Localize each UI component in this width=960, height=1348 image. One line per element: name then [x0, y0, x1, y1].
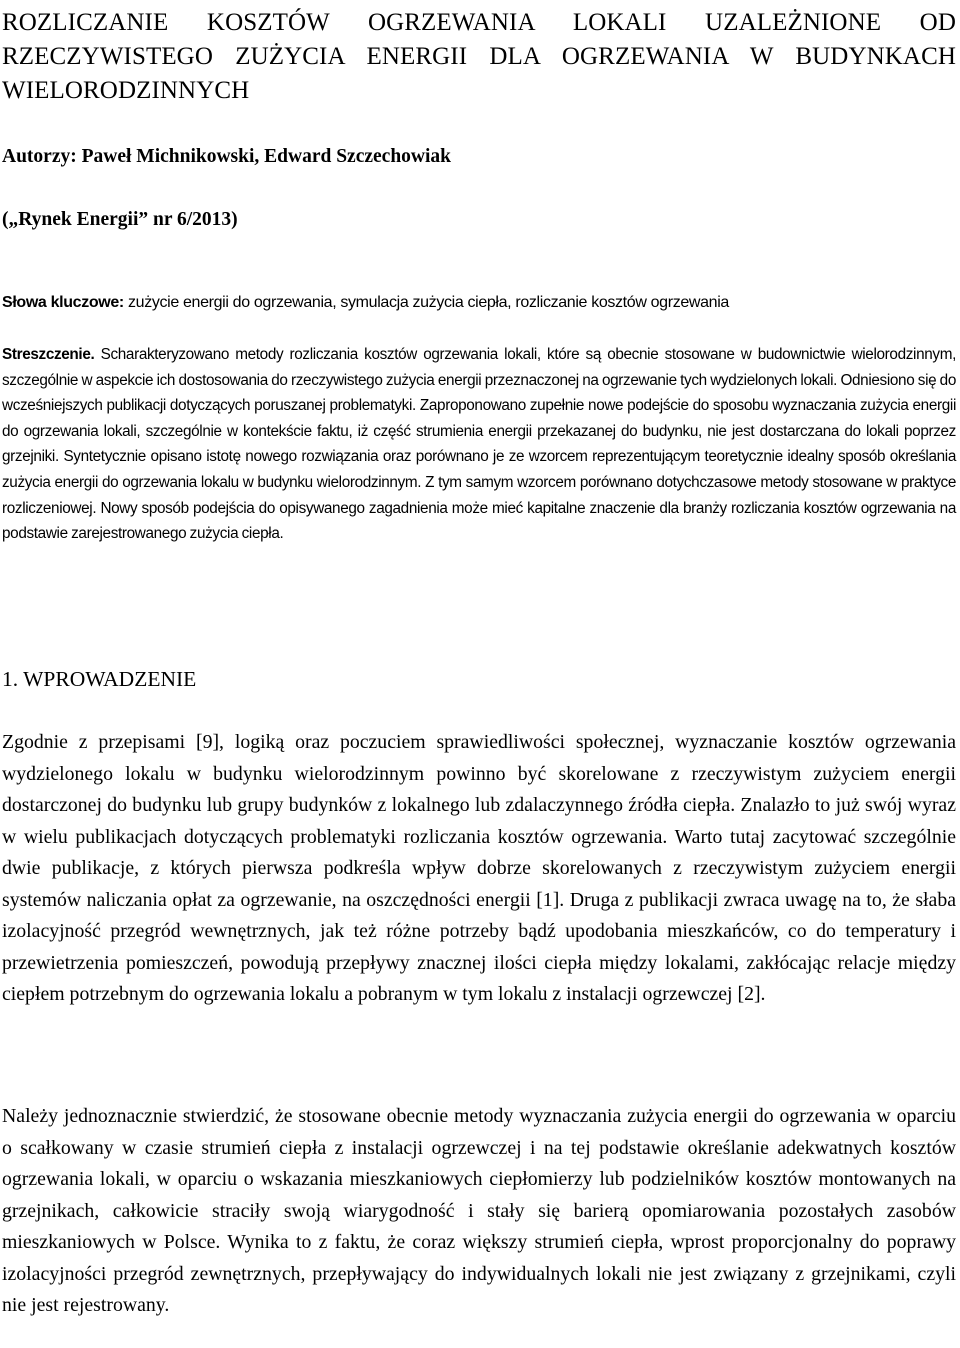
- authors-text: Autorzy: Paweł Michnikowski, Edward Szczechowiak: [2, 146, 452, 167]
- body-paragraph: Należy jednoznacznie stwierdzić, że stosowane obecnie metody wyznaczania zużycia energii do ogrzewania w oparciu o scałkowany w czasie strumień ciepła z instalacji ogrzewczej i na tej podstawie określanie adekwatnych kosztów ogrzewania lokali, w oparciu o wskazania mieszkaniowych ciepłomierzy lub podzielników kosztów montowanych na grzejnikach, całkowicie straciły swoją wiarygodność i stały się barierą opomiarowania pozostałych zasobów mieszkaniowych w Polsce. Wynika to z faktu, że coraz większy strumień ciepła, wprost proporcjonalny do poprawy izolacyjności przegród zewnętrznych, przepływający do indywidualnych lokali nie jest związany z grzejnikami, czyli nie jest rejestrowany.: [2, 1105, 956, 1316]
- keywords-label: Słowa kluczowe:: [2, 294, 124, 311]
- abstract-label: Streszczenie.: [2, 346, 95, 363]
- document-title: ROZLICZANIE KOSZTÓW OGRZEWANIA LOKALI UZALEŻNIONE OD RZECZYWISTEGO ZUŻYCIA ENERGII DLA OGRZEWANIA W BUDYNKACH WIELORODZINNYCH: [2, 9, 956, 104]
- abstract: [2, 342, 956, 547]
- body-paragraph: Zgodnie z przepisami [9], logiką oraz poczuciem sprawiedliwości społecznej, wyznaczanie kosztów ogrzewania wydzielonego lokalu w budynku wielorodzinnym powinno być skorelowane z rzeczywistym zużyciem energii dostarczonej do budynku lub grupy budynków z lokalnego lub zdalaczynnego źródła ciepła. Znalazło to już swój wyraz w wielu publikacjach dotyczących problematyki rozliczania kosztów ogrzewania. Warto tutaj zacytować szczególnie dwie publikacje, z których pierwsza podkreśla wpływ dobrze skorelowanych z rzeczywistym zużyciem energii systemów naliczania opłat za ogrzewanie, na oszczędności energii [1]. Druga z publikacji zwraca uwagę na to, że słaba izolacyjność przegród wewnętrznych, jak też różne potrzeby bądź upodobania mieszkańców, co do temperatury i przewietrzenia pomieszczeń, powodują przepływy znacznej ilości ciepła między lokalami, zakłócając relacje między ciepłem potrzebnym do ogrzewania lokalu a pobranym w tym lokalu z instalacji ogrzewczej [2].: [2, 731, 956, 1005]
- section-heading: 1. WPROWADZENIE: [2, 667, 197, 691]
- keywords-text: zużycie energii do ogrzewania, symulacja zużycia ciepła, rozliczanie kosztów ogrzewania: [123, 294, 729, 311]
- source-citation: [2, 208, 238, 232]
- keywords-line: [2, 292, 729, 314]
- abstract-text: Scharakteryzowano metody rozliczania kosztów ogrzewania lokali, które są obecnie stosowane w budownictwie wielorodzinnym, szczególnie w aspekcie ich dostosowania do rzeczywistego zużycia energii przeznaczonej na ogrzewanie tych wydzielonych lokali. Odniesiono się do wcześniejszych publikacji dotyczących poruszanej problematyki. Zaproponowano zupełnie nowe podejście do sposobu wyznaczania zużycia energii do ogrzewania lokali, szczególnie w kontekście faktu, iż część strumienia energii przekazanej do budynku, nie jest dostarczana do lokali poprzez grzejniki. Syntetycznie opisano istotę nowego rozwiązania oraz porównano je ze wzorcem reprezentującym teoretycznie idealny sposób określania zużycia energii do ogrzewania lokalu w budynku wielorodzinnym. Z tym samym wzorcem porównano dotychczasowe metody stosowane w praktyce rozliczeniowej. Nowy sposób podejścia do opisywanego zagadnienia może mieć kapitalne znaczenie dla branży rozliczania kosztów ogrzewania na podstawie zarejestrowanego zużycia ciepła.: [2, 346, 956, 543]
- authors-line: [2, 145, 451, 169]
- source-text: („Rynek Energii” nr 6/2013): [2, 209, 238, 230]
